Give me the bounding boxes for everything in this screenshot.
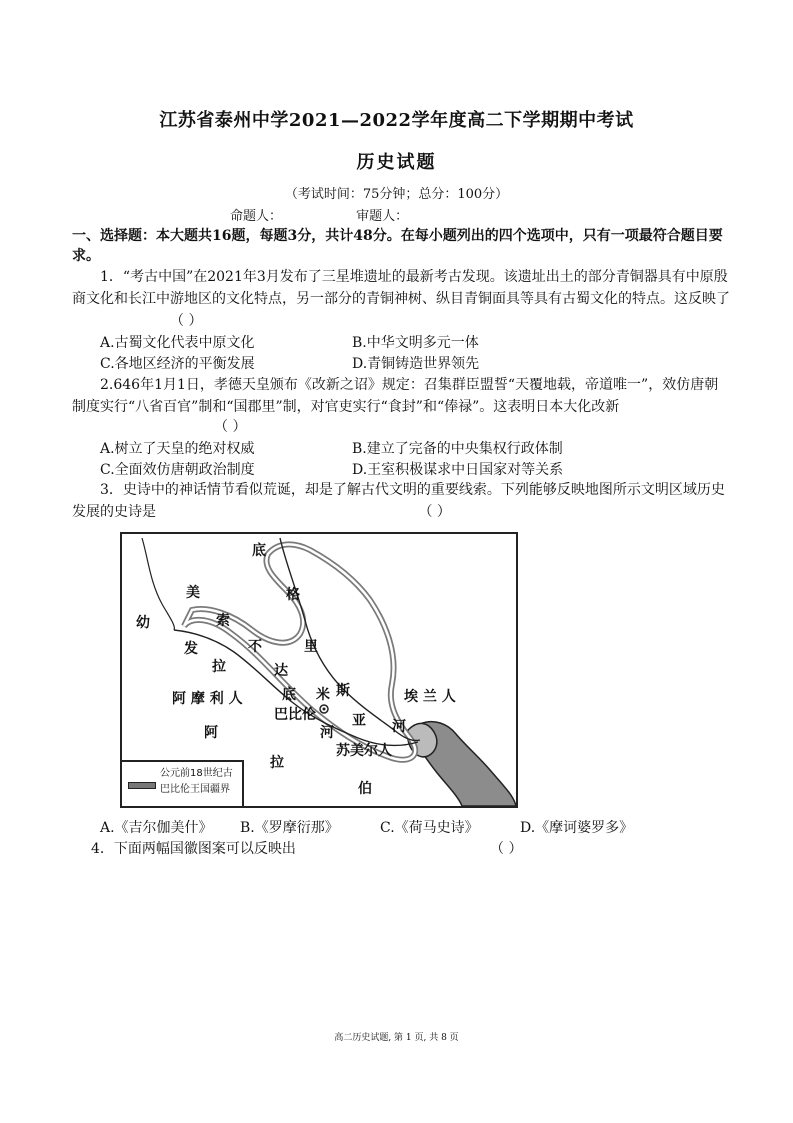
question-4-paren: （ ） — [490, 841, 523, 857]
map-label-tigris-2: 格 — [286, 587, 300, 603]
question-2-text: 2.646年1月1日，孝德天皇颁布《改新之诏》规定：召集群臣盟誓“天覆地载，帝道唯一”，效仿唐朝制度实行“八省百官”制和“国郡里”制，对官吏实行“食封”和“俸禄”。这表明日本大化改新 — [72, 377, 719, 415]
map-label-tigris-4: 斯 — [336, 683, 350, 699]
kingdom-boundary-inner — [184, 544, 415, 759]
q2-option-d[interactable]: D.王室积极谋求中日国家对等关系 — [352, 462, 564, 478]
q1-option-b[interactable]: B.中华文明多元一体 — [352, 335, 479, 351]
page-footer: 高二历史试题, 第 1 页, 共 8 页 — [334, 1033, 459, 1043]
author-label: 命题人： — [230, 209, 283, 224]
map-label-sumerians: 苏美尔人 — [336, 743, 392, 759]
q1-option-a[interactable]: A.古蜀文化代表中原文化 — [100, 335, 255, 351]
map-label-tigris-1: 底 — [252, 543, 266, 559]
section-heading: 一、选择题：本大题共16题，每题3分，共计48分。在每小题列出的四个选项中，只有一项最符合题目要求。 — [72, 228, 723, 264]
map-label-arabia-1: 阿 — [204, 725, 218, 741]
map-label-euphrates-2: 发 — [184, 641, 198, 657]
map-label-euphrates-1: 幼 — [136, 615, 150, 631]
q2-option-b[interactable]: B.建立了完备的中央集权行政体制 — [352, 441, 563, 457]
exam-info: （考试时间：75分钟；总分：100分） — [284, 187, 509, 202]
map-label-meso-1: 美 — [186, 585, 200, 601]
map-label-euphrates-3: 拉 — [212, 659, 226, 675]
question-1-text: 1．“考古中国”在2021年3月发布了三星堆遗址的最新考古发现。该遗址出土的部分青铜器具有中原殷商文化和长江中游地区的文化特点，另一部分的青铜神树、纵目青铜面具等具有古蜀文化的特点。这反映了 — [72, 269, 730, 307]
map-label-tigris-3: 里 — [304, 639, 318, 655]
map-legend — [122, 760, 244, 806]
q1-option-c[interactable]: C.各地区经济的平衡发展 — [100, 356, 255, 372]
map-label-meso-5: 米 — [316, 687, 330, 703]
map-label-meso-4: 达 — [274, 663, 288, 679]
q1-option-d[interactable]: D.青铜铸造世界领先 — [352, 356, 480, 372]
question-1-paren: （ ） — [170, 313, 203, 329]
mesopotamia-map — [120, 532, 518, 808]
map-label-amorites: 阿 摩 利 人 — [172, 691, 243, 707]
question-2-stem — [72, 374, 732, 418]
map-label-euphrates-4: 底 — [282, 687, 296, 703]
reviewer-label: 审题人： — [356, 209, 409, 224]
map-label-babylon: 巴比伦 — [274, 707, 316, 723]
map-label-meso-6: 亚 — [352, 713, 366, 729]
q3-option-d[interactable]: D.《摩诃婆罗多》 — [520, 820, 634, 836]
question-3-text: 3．史诗中的神话情节看似荒诞，却是了解古代文明的重要线索。下列能够反映地图所示文明区域历史发展的史诗是 — [72, 482, 725, 520]
question-4-text: 4．下面两幅国徽图案可以反映出 — [91, 841, 296, 857]
map-label-tigris-5: 河 — [392, 719, 406, 735]
q2-option-c[interactable]: C.全面效仿唐朝政治制度 — [100, 462, 255, 478]
question-3-paren: （ ） — [418, 504, 451, 520]
question-3-stem — [72, 479, 732, 523]
q3-option-c[interactable]: C.《荷马史诗》 — [380, 820, 479, 836]
question-2-paren: （ ） — [214, 419, 247, 435]
kingdom-boundary — [184, 544, 415, 759]
map-label-meso-3: 不 — [248, 639, 262, 655]
legend-boundary-swatch — [128, 782, 156, 789]
legend-text: 公元前18世纪古巴比伦王国疆界 — [160, 768, 233, 795]
map-label-elamites: 埃 兰 人 — [404, 689, 456, 705]
authors-line — [230, 205, 478, 224]
exam-title: 江苏省泰州中学2021—2022学年度高二下学期期中考试 — [159, 110, 634, 131]
exam-subtitle: 历史试题 — [356, 152, 437, 173]
q3-option-a[interactable]: A.《吉尔伽美什》 — [100, 820, 213, 836]
map-label-arabia-3: 伯 — [358, 781, 372, 797]
q2-option-a[interactable]: A.树立了天皇的绝对权威 — [100, 441, 255, 457]
question-1-stem — [72, 266, 732, 332]
q3-option-b[interactable]: B.《罗摩衍那》 — [240, 820, 339, 836]
map-label-euphrates-5: 河 — [320, 725, 334, 741]
map-label-meso-2: 索 — [216, 613, 230, 629]
map-label-arabia-2: 拉 — [270, 755, 284, 771]
